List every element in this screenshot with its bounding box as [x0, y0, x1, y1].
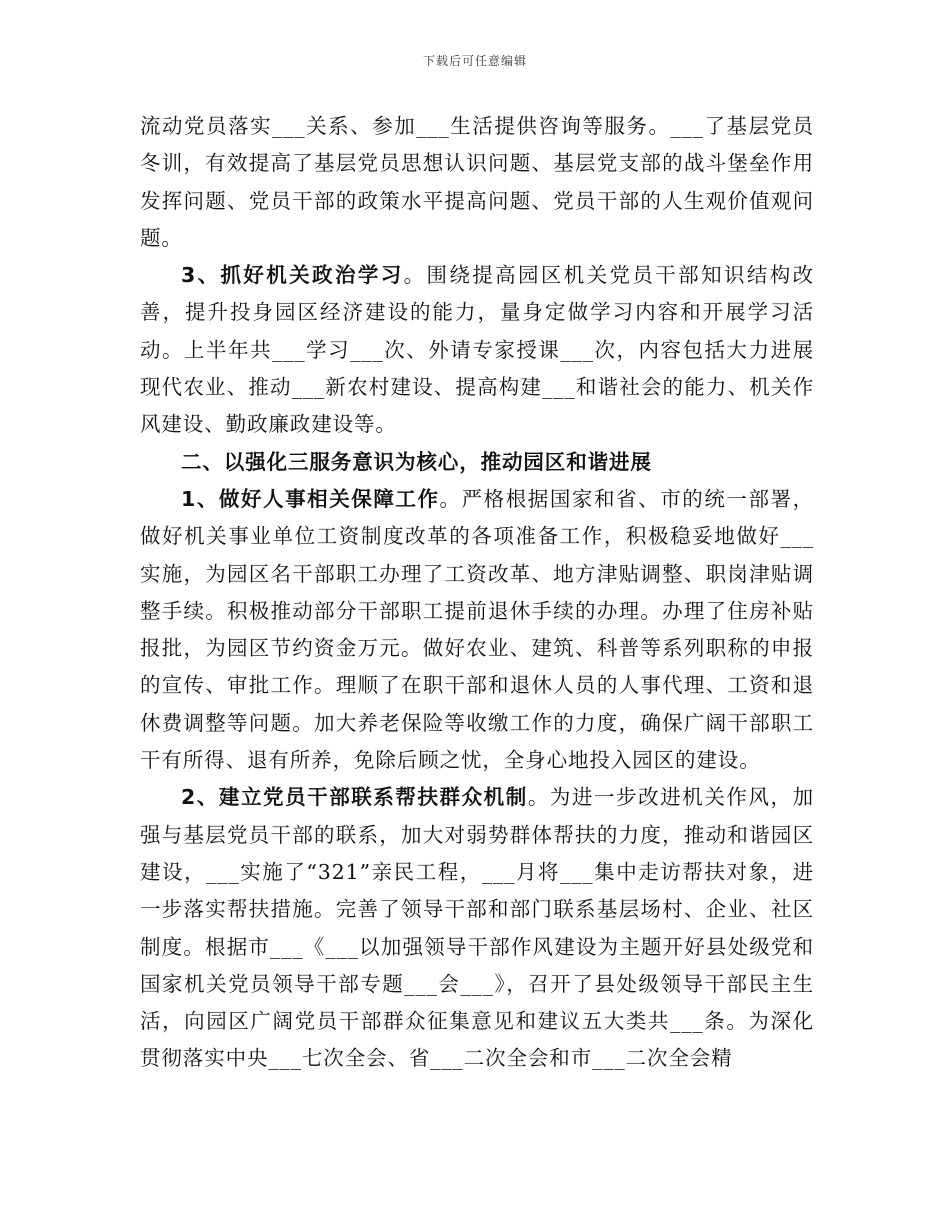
paragraph-lead: 3、抓好机关政治学习: [181, 263, 404, 288]
paragraph-personnel-support: [140, 481, 814, 779]
paragraph-political-study: [140, 257, 814, 443]
paragraph-lead: 2、建立党员干部联系帮扶群众机制: [181, 785, 528, 810]
section-heading: 二、以强化三服务意识为核心，推动园区和谐进展: [181, 449, 652, 474]
paragraph-text: 。为进一步改进机关作风，加强与基层党员干部的联系，加大对弱势群体帮扶的力度，推动和谐园区建设，___实施了“321”亲民工程，___月将___集中走访帮扶对象，进一步落实帮扶措施。完善了领导干部和部门联系基层场村、企业、社区制度。根据市___《___以加强领导干部作风建设为主题开好县处级党和国家机关党员领导干部专题___会___》，召开了县处级领导干部民主生活，向园区广阔党员干部群众征集意见和建议五大类共___条。为深化贯彻落实中央___七次全会、省___二次全会和市___二次全会精: [140, 785, 814, 1071]
paragraph-text: 。严格根据国家和省、市的统一部署，做好机关事业单位工资制度改革的各项准备工作，积极稳妥地做好___实施，为园区名干部职工办理了工资改革、地方津贴调整、职岗津贴调整手续。积极推动部分干部职工提前退休手续的办理。办理了住房补贴报批，为园区节约资金万元。做好农业、建筑、科普等系列职称的申报的宣传、审批工作。理顺了在职干部和退休人员的人事代理、工资和退休费调整等问题。加大养老保险等收缴工作的力度，确保广阔干部职工干有所得、退有所养，免除后顾之忧，全身心地投入园区的建设。: [140, 486, 814, 773]
paragraph-contact-mechanism: [140, 779, 814, 1077]
paragraph-text: 流动党员落实___关系、参加___生活提供咨询等服务。___了基层党员冬训，有效提高了基层党员思想认识问题、基层党支部的战斗堡垒作用发挥问题、党员干部的政策水平提高问题、党员干部的人生观价值观问题。: [140, 114, 814, 250]
page-header: 下载后可任意编辑: [422, 54, 527, 68]
paragraph-text: 。围绕提高园区机关党员干部知识结构改善，提升投身园区经济建设的能力，量身定做学习内容和开展学习活动。上半年共___学习___次、外请专家授课___次，内容包括大力进展现代农业、推动___新农村建设、提高构建___和谐社会的能力、机关作风建设、勤政廉政建设等。: [140, 263, 814, 437]
document-body: [140, 108, 814, 1078]
paragraph-continuation: [140, 108, 814, 257]
paragraph-lead: 1、做好人事相关保障工作: [181, 486, 440, 511]
